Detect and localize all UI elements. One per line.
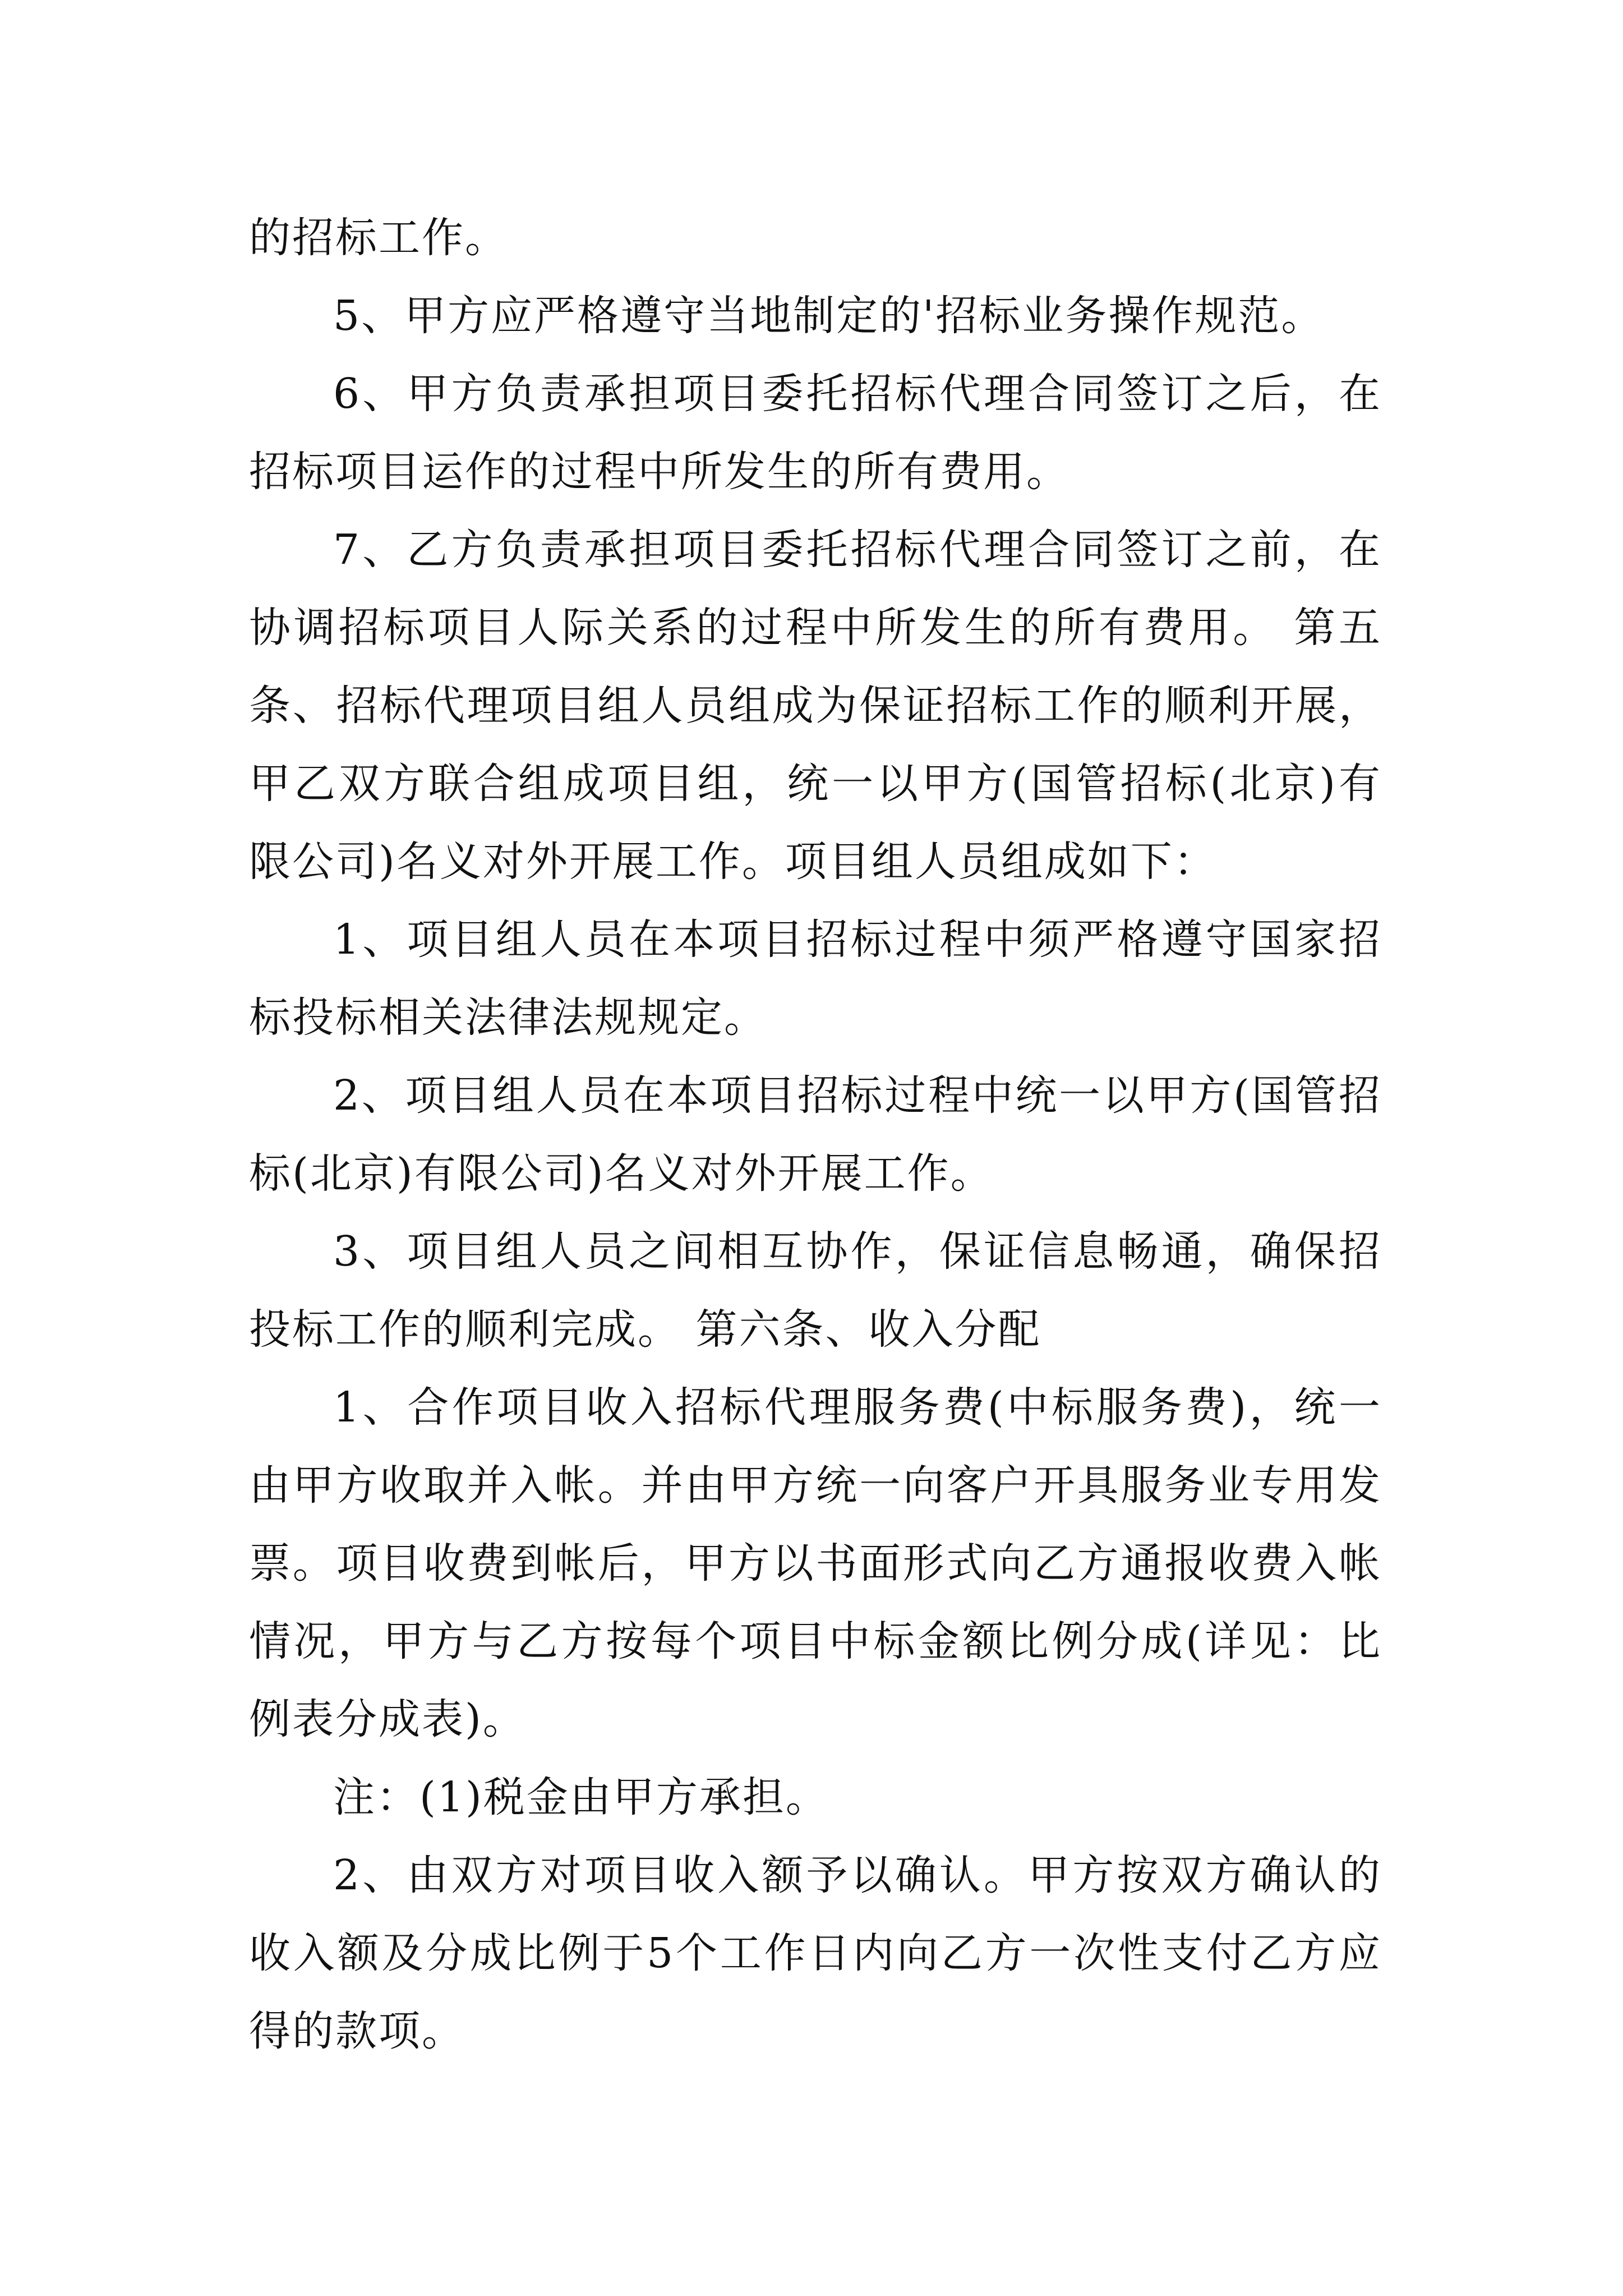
- paragraph-team-2: 2、项目组人员在本项目招标过程中统一以甲方(国管招标(北京)有限公司)名义对外开展工作。: [249, 1071, 1382, 1198]
- paragraph-team-1: 1、项目组人员在本项目招标过程中须严格遵守国家招标投标相关法律法规规定。: [249, 915, 1382, 1042]
- paragraph-continuation: 的招标工作。: [249, 214, 508, 262]
- paragraph-clause-6: 6、甲方负责承担项目委托招标代理合同签订之后，在招标项目运作的过程中所发生的所有费用。: [249, 370, 1382, 496]
- document-body: [249, 199, 1382, 2070]
- paragraph-clause-5: 5、甲方应严格遵守当地制定的'招标业务操作规范。: [333, 292, 1325, 340]
- paragraph-income-1: 1、合作项目收入招标代理服务费(中标服务费)，统一由甲方收取并入帐。并由甲方统一向客户开具服务业专用发票。项目收费到帐后，甲方以书面形式向乙方通报收费入帐情况，甲方与乙方按每个项目中标金额比例分成(详见：比例表分成表)。: [249, 1383, 1382, 1743]
- paragraph-income-2: 2、由双方对项目收入额予以确认。甲方按双方确认的收入额及分成比例于5个工作日内向乙方一次性支付乙方应得的款项。: [249, 1851, 1382, 2055]
- paragraph-note: 注：(1)税金由甲方承担。: [333, 1773, 829, 1821]
- paragraph-clause-7: 7、乙方负责承担项目委托招标代理合同签订之前，在协调招标项目人际关系的过程中所发生的所有费用。 第五条、招标代理项目组人员组成为保证招标工作的顺利开展，甲乙双方联合组成项目组，统一以甲方(国管招标(北京)有限公司)名义对外开展工作。项目组人员组成如下：: [249, 526, 1382, 886]
- paragraph-team-3: 3、项目组人员之间相互协作，保证信息畅通，确保招投标工作的顺利完成。 第六条、收入分配: [249, 1227, 1382, 1354]
